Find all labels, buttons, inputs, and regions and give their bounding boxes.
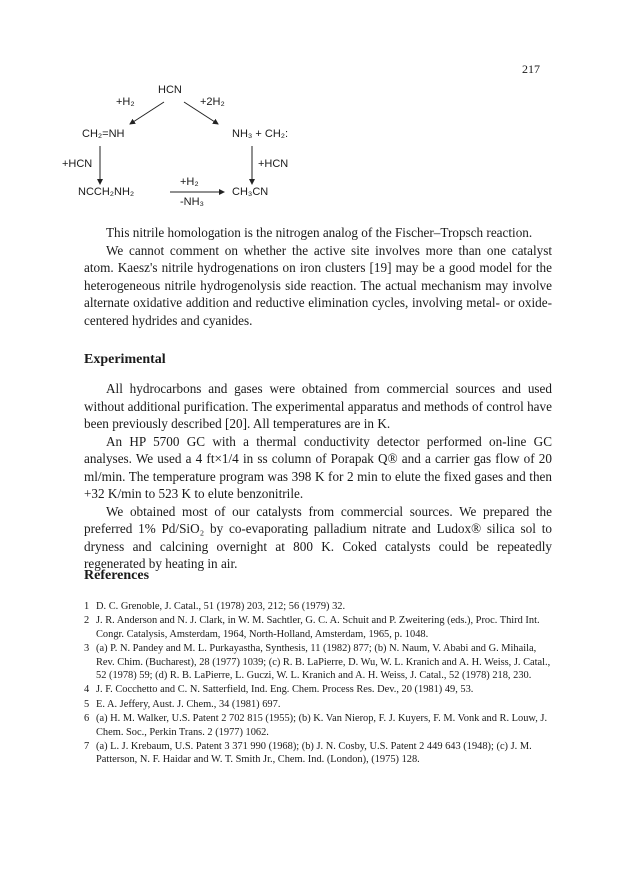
experimental-text — [84, 380, 552, 573]
page-number: 217 — [522, 62, 540, 76]
paragraph-homologation: This nitrile homologation is the nitrogen analog of the Fischer–Tropsch reaction. — [106, 225, 533, 240]
scheme-plus-h2: +H₂ — [116, 96, 135, 108]
reference-item: 1 D. C. Grenoble, J. Catal., 51 (1978) 203, 212; 56 (1979) 32. — [84, 601, 346, 612]
scheme-hcn: HCN — [158, 84, 182, 96]
scheme-right-hcn: +HCN — [258, 158, 289, 170]
reference-item: 6 (a) H. M. Walker, U.S. Patent 2 702 815 (1955); (b) K. Van Nierop, F. J. Kuyers, F. M. Vonk and R. Louw, J. Chem. Soc., Perkin Trans. 2 (1977) 1062. — [84, 713, 548, 738]
paragraph-materials: All hydrocarbons and gases were obtained from commercial sources and used without additional purification. The experimental apparatus and methods of control have been previously described [20]. All temperatures are in K. — [84, 381, 552, 431]
paragraph-gc-analysis: An HP 5700 GC with a thermal conductivity detector performed on-line GC analyses. We used a 4 ft×1/4 in ss column of Porapak Q® and a carrier gas flow of 20 ml/min. The temperature program was 398 K for 2 min to elute the fixed gases and then +32 K/min to 523 K to elute benzonitrile. — [84, 433, 552, 501]
arrow-left-down — [130, 102, 164, 124]
reference-item: 7 (a) L. J. Krebaum, U.S. Patent 3 371 990 (1968); (b) J. N. Cosby, U.S. Patent 2 449 643 (1948); (c) J. M. Patterson, N. F. Haidar and W. T. Smith Jr., Chem. Ind. (London), (1975) 128. — [84, 741, 532, 766]
scheme-plus-2h2: +2H₂ — [200, 96, 225, 108]
scheme-ammonia-carbene: NH₃ + CH₂: — [232, 128, 289, 140]
reference-item: 5 E. A. Jeffery, Aust. J. Chem., 34 (1981) 697. — [84, 698, 281, 710]
scheme-left-hcn: +HCN — [62, 158, 93, 170]
scheme-methanimine: CH₂=NH — [82, 128, 125, 140]
reference-item: 2 J. R. Anderson and N. J. Clark, in W. M. Sachtler, G. C. A. Schuit and P. Zweitering (eds.), Proc. Third Int. Congr. Catalysis, Amsterdam, 1964, North-Holland, Amsterdam, 1965, p. 1048. — [84, 615, 540, 640]
reference-item: 4 J. F. Cocchetto and C. N. Satterfield, Ind. Eng. Chem. Process Res. Dev., 20 (1981) 49, 53. — [84, 684, 474, 696]
scheme-minus-nh3: -NH₃ — [180, 196, 205, 208]
references-heading: References — [84, 568, 150, 583]
paragraph-mechanism: We cannot comment on whether the active site involves more than one catalyst atom. Kaesz's nitrile hydrogenations on iron clusters [19] may be a good model for the heterogeneous nitrile hydrogenolysis side reaction. The actual mechanism may involve alternate oxidative addition and reductive elimination cycles, involving metal- or oxide-centered hydrides and cyanides. — [84, 242, 552, 328]
paragraph-catalysts: We obtained most of our catalysts from commercial sources. We prepared the preferred 1% Pd/SiO₂ by co-evaporating palladium nitrate and Ludox® silica sol to dryness and calcining overnight at 800 K. Coked catalysts could be repeatedly regenerated by heating in air. — [84, 503, 552, 571]
scheme-aminoacetonitrile: NCCH₂NH₂ — [78, 186, 135, 198]
discussion-text — [84, 224, 552, 329]
scheme-bottom-h2: +H₂ — [180, 176, 199, 188]
scheme-acetonitrile: CH₃CN — [232, 186, 269, 198]
reaction-scheme — [60, 84, 320, 214]
reference-item: 3 (a) P. N. Pandey and M. L. Purkayastha, Synthesis, 11 (1982) 877; (b) N. Naum, V. Ababi and G. Mihaila, Rev. Chim. (Bucharest), 28 (1977) 1039; (c) R. B. LaPierre, D. Wu, W. L. Kranich and A. H. Weiss, J. Catal., 52 (1978) 59; (d) R. B. LaPierre, L. Guczi, W. L. Kranich and A. H. Weiss, J. Catal., 52 (1978) 218, 230. — [84, 643, 551, 682]
references-list — [84, 600, 556, 768]
experimental-heading: Experimental — [84, 352, 166, 367]
